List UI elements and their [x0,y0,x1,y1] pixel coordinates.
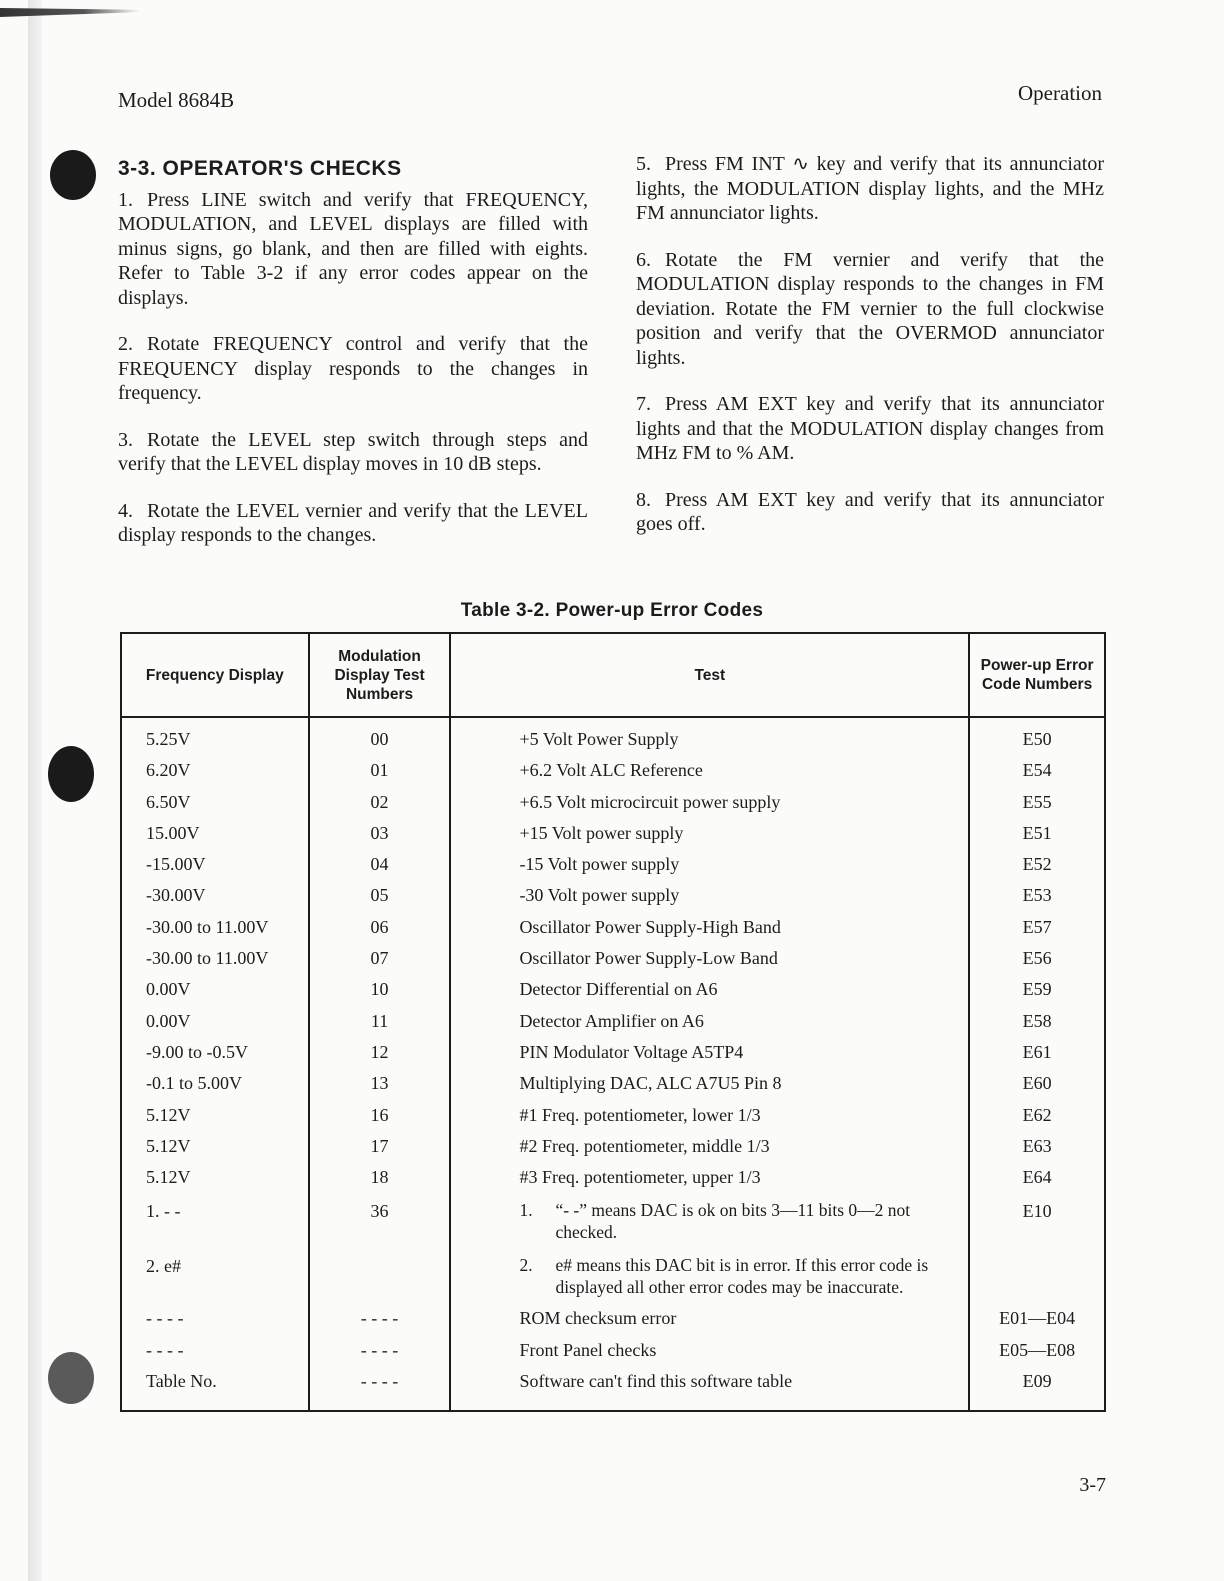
table-row [121,852,1105,883]
dac-note [519,1254,968,1298]
frequency-cell: -0.1 to 5.00V [121,1071,309,1102]
error-code-cell: E05—E08 [969,1338,1105,1369]
error-code-cell: E09 [969,1369,1105,1411]
error-code-cell: E60 [969,1071,1105,1102]
test-cell: +15 Volt power supply [450,821,969,852]
modulation-cell: - - - - [309,1338,451,1369]
frequency-cell: -30.00V [121,883,309,914]
frequency-cell: -15.00V [121,852,309,883]
table-row [121,946,1105,977]
modulation-cell: 18 [309,1165,451,1196]
frequency-cell: 15.00V [121,821,309,852]
table-row [121,1251,1105,1306]
error-code-cell: E01—E04 [969,1306,1105,1337]
test-cell: PIN Modulator Voltage A5TP4 [450,1040,969,1071]
error-code-cell: E63 [969,1134,1105,1165]
frequency-cell: 5.12V [121,1103,309,1134]
check-step: 5. Press FM INT ∿ key and verify that its annunciator lights, the MODULATION display lights, and the MHz FM annunciator lights. [636,153,1104,224]
check-step: 6. Rotate the FM vernier and verify that the MODULATION display responds to the changes in FM deviation. Rotate the FM vernier to the full clockwise position and verify that the OVERMOD annunciator lights. [636,248,1104,369]
table-header-row [121,633,1105,717]
frequency-cell: -30.00 to 11.00V [121,946,309,977]
modulation-cell: 01 [309,758,451,789]
table-row [121,821,1105,852]
test-cell: #1 Freq. potentiometer, lower 1/3 [450,1103,969,1134]
error-code-cell: E50 [969,717,1105,758]
frequency-cell: -30.00 to 11.00V [121,915,309,946]
table-row [121,1009,1105,1040]
table-row [121,1134,1105,1165]
punch-hole [48,746,94,802]
modulation-cell: 36 [309,1196,451,1251]
frequency-cell: 0.00V [121,977,309,1008]
table-row [121,790,1105,821]
modulation-cell: 13 [309,1071,451,1102]
test-cell: ROM checksum error [450,1306,969,1337]
note-text: e# means this DAC bit is in error. If this error code is displayed all other error codes may be inaccurate. [555,1255,929,1298]
error-code-cell: E10 [969,1196,1105,1251]
table-title: Table 3-2. Power-up Error Codes [460,600,764,621]
frequency-cell: -9.00 to -0.5V [121,1040,309,1071]
left-column [118,152,588,570]
modulation-cell: 03 [309,821,451,852]
scan-edge-mark [0,8,140,17]
error-code-cell: E56 [969,946,1105,977]
test-cell: +5 Volt Power Supply [450,717,969,758]
test-cell: -15 Volt power supply [450,852,969,883]
table-row [121,883,1105,914]
frequency-cell: 5.12V [121,1165,309,1196]
table-row [121,977,1105,1008]
error-code-cell: E64 [969,1165,1105,1196]
check-step: 8. Press AM EXT key and verify that its annunciator goes off. [636,488,1104,535]
section-title: 3-3. OPERATOR'S CHECKS [118,157,402,180]
col-header-modulation: Modulation Display Test Numbers [309,633,451,717]
note-number: 1. [519,1200,533,1221]
test-cell: -30 Volt power supply [450,883,969,914]
section-header: Operation [1018,81,1102,105]
table-row [121,1369,1105,1411]
test-cell: +6.5 Volt microcircuit power supply [450,790,969,821]
model-header: Model 8684B [118,88,235,112]
check-step: 1. Press LINE switch and verify that FREQUENCY, MODULATION, and LEVEL displays are filled with minus signs, go blank, and then are filled with eights. Refer to Table 3-2 if any error codes appear on the displays. [118,188,588,309]
test-cell [450,1196,969,1251]
test-cell: Front Panel checks [450,1338,969,1369]
table-row [121,1338,1105,1369]
error-code-cell: E52 [969,852,1105,883]
modulation-cell: 06 [309,915,451,946]
binder-margin [28,0,42,1581]
modulation-cell: 05 [309,883,451,914]
test-cell: +6.2 Volt ALC Reference [450,758,969,789]
modulation-cell: 16 [309,1103,451,1134]
modulation-cell: 07 [309,946,451,977]
test-cell: Software can't find this software table [450,1369,969,1411]
page-number: 3-7 [1079,1474,1106,1496]
col-header-error-code: Power-up Error Code Numbers [969,633,1105,717]
table-row [121,1071,1105,1102]
modulation-cell: 00 [309,717,451,758]
col-header-test: Test [450,633,969,717]
error-code-cell: E55 [969,790,1105,821]
test-cell: #2 Freq. potentiometer, middle 1/3 [450,1134,969,1165]
test-cell: Detector Amplifier on A6 [450,1009,969,1040]
modulation-cell: 12 [309,1040,451,1071]
check-step: 2. Rotate FREQUENCY control and verify that the FREQUENCY display responds to the changes in frequency. [118,333,588,404]
table-row [121,1040,1105,1071]
check-step: 7. Press AM EXT key and verify that its annunciator lights and that the MODULATION display changes from MHz FM to % AM. [636,393,1104,464]
frequency-cell: - - - - [121,1306,309,1337]
error-code-cell: E57 [969,915,1105,946]
modulation-cell: 11 [309,1009,451,1040]
frequency-cell: 6.20V [121,758,309,789]
frequency-cell: 2. e# [121,1251,309,1306]
table-row [121,1165,1105,1196]
table-row [121,717,1105,758]
error-code-cell: E59 [969,977,1105,1008]
frequency-cell: 5.12V [121,1134,309,1165]
frequency-cell: Table No. [121,1369,309,1411]
test-cell: Oscillator Power Supply-Low Band [450,946,969,977]
dac-note [519,1199,968,1243]
test-cell [450,1251,969,1306]
modulation-cell: 02 [309,790,451,821]
modulation-cell: - - - - [309,1369,451,1411]
punch-hole [50,150,96,200]
table-row [121,1103,1105,1134]
error-code-cell: E51 [969,821,1105,852]
note-number: 2. [519,1255,533,1276]
modulation-cell: 10 [309,977,451,1008]
table-row [121,1306,1105,1337]
frequency-cell: 1. - - [121,1196,309,1251]
frequency-cell: 6.50V [121,790,309,821]
error-code-cell: E61 [969,1040,1105,1071]
punch-hole [48,1352,94,1404]
note-text: “- -” means DAC is ok on bits 3—11 bits 0—2 not checked. [555,1200,911,1243]
test-cell: Oscillator Power Supply-High Band [450,915,969,946]
test-cell: #3 Freq. potentiometer, upper 1/3 [450,1165,969,1196]
col-header-frequency: Frequency Display [121,633,309,717]
check-step: 4. Rotate the LEVEL vernier and verify that the LEVEL display responds to the changes. [118,499,588,546]
table-row [121,915,1105,946]
error-code-table [120,632,1106,1412]
error-code-cell [969,1251,1105,1306]
modulation-cell: 17 [309,1134,451,1165]
test-cell: Multiplying DAC, ALC A7U5 Pin 8 [450,1071,969,1102]
frequency-cell: 5.25V [121,717,309,758]
error-code-cell: E58 [969,1009,1105,1040]
error-code-cell: E53 [969,883,1105,914]
modulation-cell [309,1251,451,1306]
check-step: 3. Rotate the LEVEL step switch through steps and verify that the LEVEL display moves in 10 dB steps. [118,428,588,475]
test-cell: Detector Differential on A6 [450,977,969,1008]
table-row [121,758,1105,789]
frequency-cell: - - - - [121,1338,309,1369]
table-body [121,717,1105,1411]
error-code-cell: E62 [969,1103,1105,1134]
error-code-cell: E54 [969,758,1105,789]
frequency-cell: 0.00V [121,1009,309,1040]
modulation-cell: - - - - [309,1306,451,1337]
table-row [121,1196,1105,1251]
modulation-cell: 04 [309,852,451,883]
right-column [636,152,1104,559]
